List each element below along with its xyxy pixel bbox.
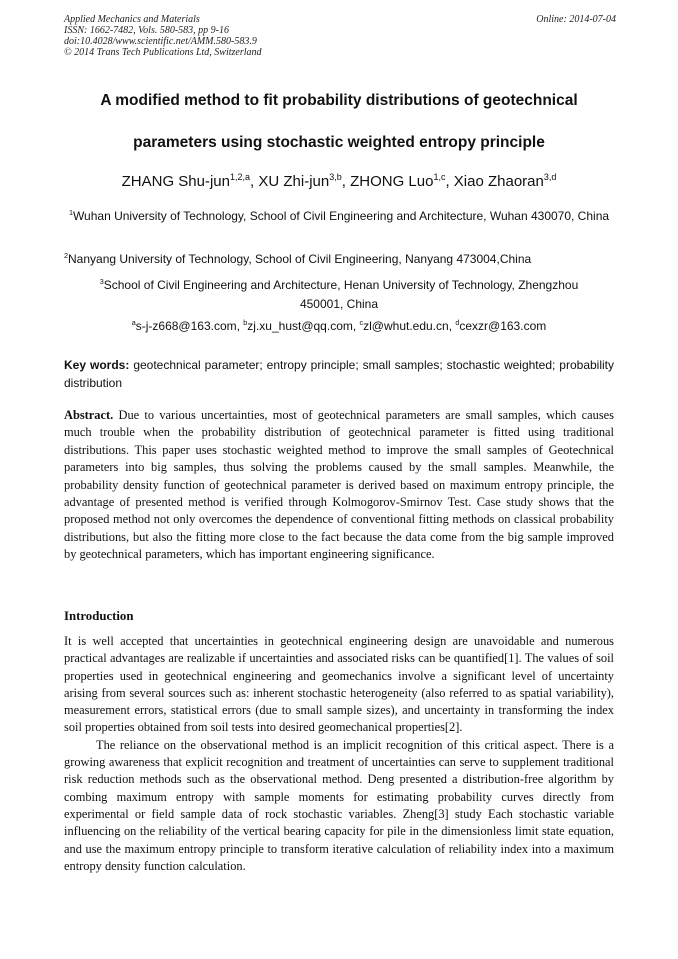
- author-emails: $^a$s-j-z668@163.com, $^b$zj.xu_hust@qq.com, $^c$zl@whut.edu.cn, $^d$cexzr@163.com: [131, 318, 547, 333]
- author-name: Xiao Zhaoran: [453, 173, 544, 190]
- journal-header: [64, 14, 616, 58]
- keywords-text: geotechnical parameter; entropy principle; small samples; stochastic weighted; probability distribution: [64, 358, 614, 390]
- author-name: ZHONG Luo: [350, 173, 434, 190]
- author-name: XU Zhi-jun: [258, 173, 330, 190]
- affiliation-2: $^2$Nanyang University of Technology, School of Civil Engineering, Nanyang 473004,China: [64, 251, 532, 266]
- paragraph: It is well accepted that uncertainties in geotechnical engineering design are unavoidable and numerous practical advantages are realizable if uncertainties and associated risks can be quantified[1]. The values of soil properties used in geotechnical engineering and geomechanics involve a significant level of uncertainty arising from several sources such as: inherent stochastic heterogeneity (also referred to as spatial variability), measurement errors, statistical errors (due to small sample sizes), and uncertainty in transforming the index soil properties obtained from soil tests into desired geomechanical properties[2].: [64, 634, 614, 735]
- author-superscript: 1,2,a: [229, 172, 251, 182]
- email-link[interactable]: zl@whut.edu.cn: [363, 319, 449, 333]
- paper-title-line-1: A modified method to fit probability distributions of geotechnical: [100, 92, 578, 109]
- author-list: ZHANG Shu-jun$^{1,2,a}$, XU Zhi-jun$^{3,b}$, ZHONG Luo$^{1,c}$, Xiao Zhaoran$^{3,d}$: [121, 172, 557, 190]
- section-heading-introduction: Introduction: [64, 609, 134, 623]
- introduction-body: [64, 633, 614, 875]
- abstract-block: [64, 407, 614, 564]
- abstract-label: Abstract.: [64, 408, 114, 422]
- keywords-block: [64, 356, 614, 392]
- email-link[interactable]: cexzr@163.com: [459, 319, 547, 333]
- author-superscript: 1,c: [433, 172, 446, 182]
- doi-line: doi:10.4028/www.scientific.net/AMM.580-583.9: [64, 36, 257, 47]
- journal-name: Applied Mechanics and Materials: [64, 14, 200, 25]
- paper-title-line-2: parameters using stochastic weighted entropy principle: [133, 134, 545, 151]
- paragraph: The reliance on the observational method is an implicit recognition of this critical aspect. There is a growing awareness that explicit recognition and treatment of uncertainties can serve to supplement traditional risk reduction methods such as the observational method. Deng presented a distribution-free algorithm by combing maximum entropy with sample moments for estimating probability curves directly from experimental or field sample data of rock stochastic variables. Zheng[3] study Each stochastic variable influencing on the reliability of the vertical bearing capacity for pile in the dimensionless limit state equation, and use the maximum entropy principle to transform iterative calculation of reliability index into a maximum entropy density function calculation.: [64, 737, 614, 873]
- issn-line: ISSN: 1662-7482, Vols. 580-583, pp 9-16: [64, 25, 229, 36]
- email-link[interactable]: s-j-z668@163.com: [135, 319, 237, 333]
- copyright-line: © 2014 Trans Tech Publications Ltd, Switzerland: [64, 47, 262, 58]
- affiliation-3: $^3$School of Civil Engineering and Architecture, Henan University of Technology, Zhengzhou 450001, China: [99, 277, 579, 311]
- author-superscript: 3,d: [543, 172, 557, 182]
- email-link[interactable]: zj.xu_hust@qq.com: [247, 319, 353, 333]
- affiliation-1: $^1$Wuhan University of Technology, School of Civil Engineering and Architecture, Wuhan 430070, China: [68, 208, 610, 223]
- author-superscript: 3,b: [329, 172, 342, 182]
- author-name: ZHANG Shu-jun: [121, 173, 230, 190]
- abstract-text: Due to various uncertainties, most of geotechnical parameters are small samples, which causes much trouble when the probability distribution of geotechnical parameter is fitted using traditional distributions. This paper uses stochastic weighted method to improve the small samples of Geotechnical parameters into big samples, thus solving the problems caused by the small samples. Meanwhile, the probability density function of geotechnical parameter is derived based on maximum entropy principle, the advantage of presented method is verified through Kolmogorov-Smirnov Test. Case study shows that the proposed method not only overcomes the dependence of conventional fitting methods on classical probability distributions, but also the fitting more close to the fact because the data come from the big sample improved by geotechnical parameters, which has important engineering significance.: [64, 408, 614, 562]
- online-date: Online: 2014-07-04: [536, 14, 616, 25]
- keywords-label: Key words:: [64, 358, 130, 372]
